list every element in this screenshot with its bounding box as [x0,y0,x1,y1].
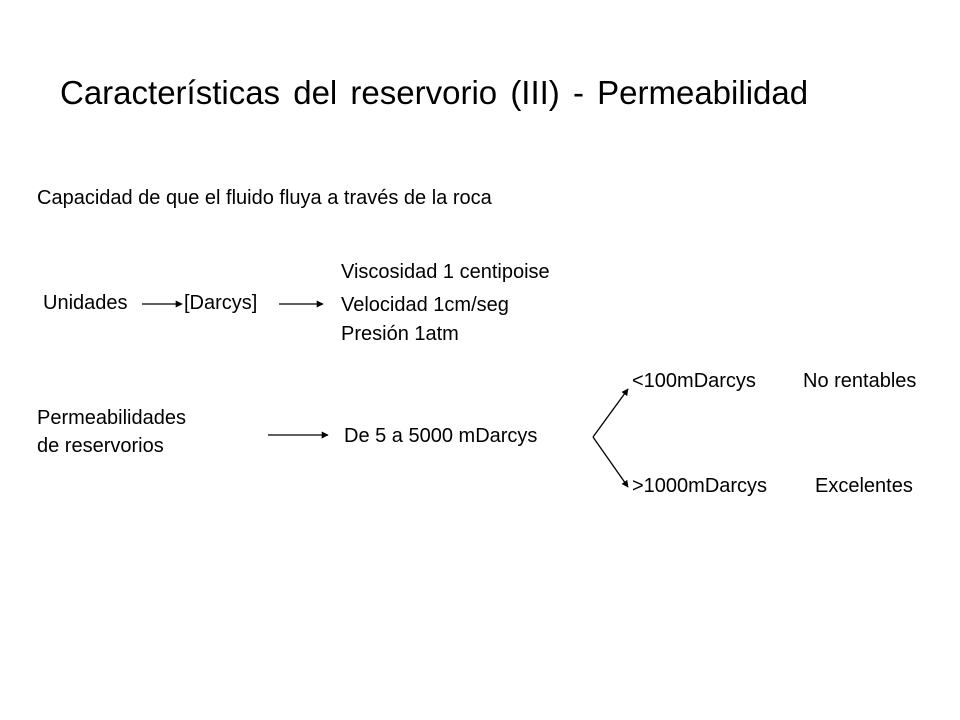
range-to-low-arrow [593,389,628,437]
range-to-high-arrow [593,437,628,487]
slide-title: Características del reservorio (III) - Permeabilidad [60,74,809,111]
definition-text: Capacidad de que el fluido fluya a través de la roca [37,187,492,209]
condition-pressure: Presión 1atm [341,323,459,345]
condition-viscosity: Viscosidad 1 centipoise [341,261,550,283]
branch-low-rating: No rentables [803,370,917,392]
condition-velocity: Velocidad 1cm/seg [341,294,509,316]
units-label: Unidades [43,292,128,314]
branch-high-rating: Excelentes [815,475,913,497]
branch-low-threshold: <100mDarcys [632,370,756,392]
units-value: [Darcys] [184,292,258,314]
reservoirs-label-line-2: de reservorios [37,435,164,457]
reservoirs-label-line-1: Permeabilidades [37,407,186,429]
branch-high-threshold: >1000mDarcys [632,475,768,497]
range-text: De 5 a 5000 mDarcys [344,425,538,447]
